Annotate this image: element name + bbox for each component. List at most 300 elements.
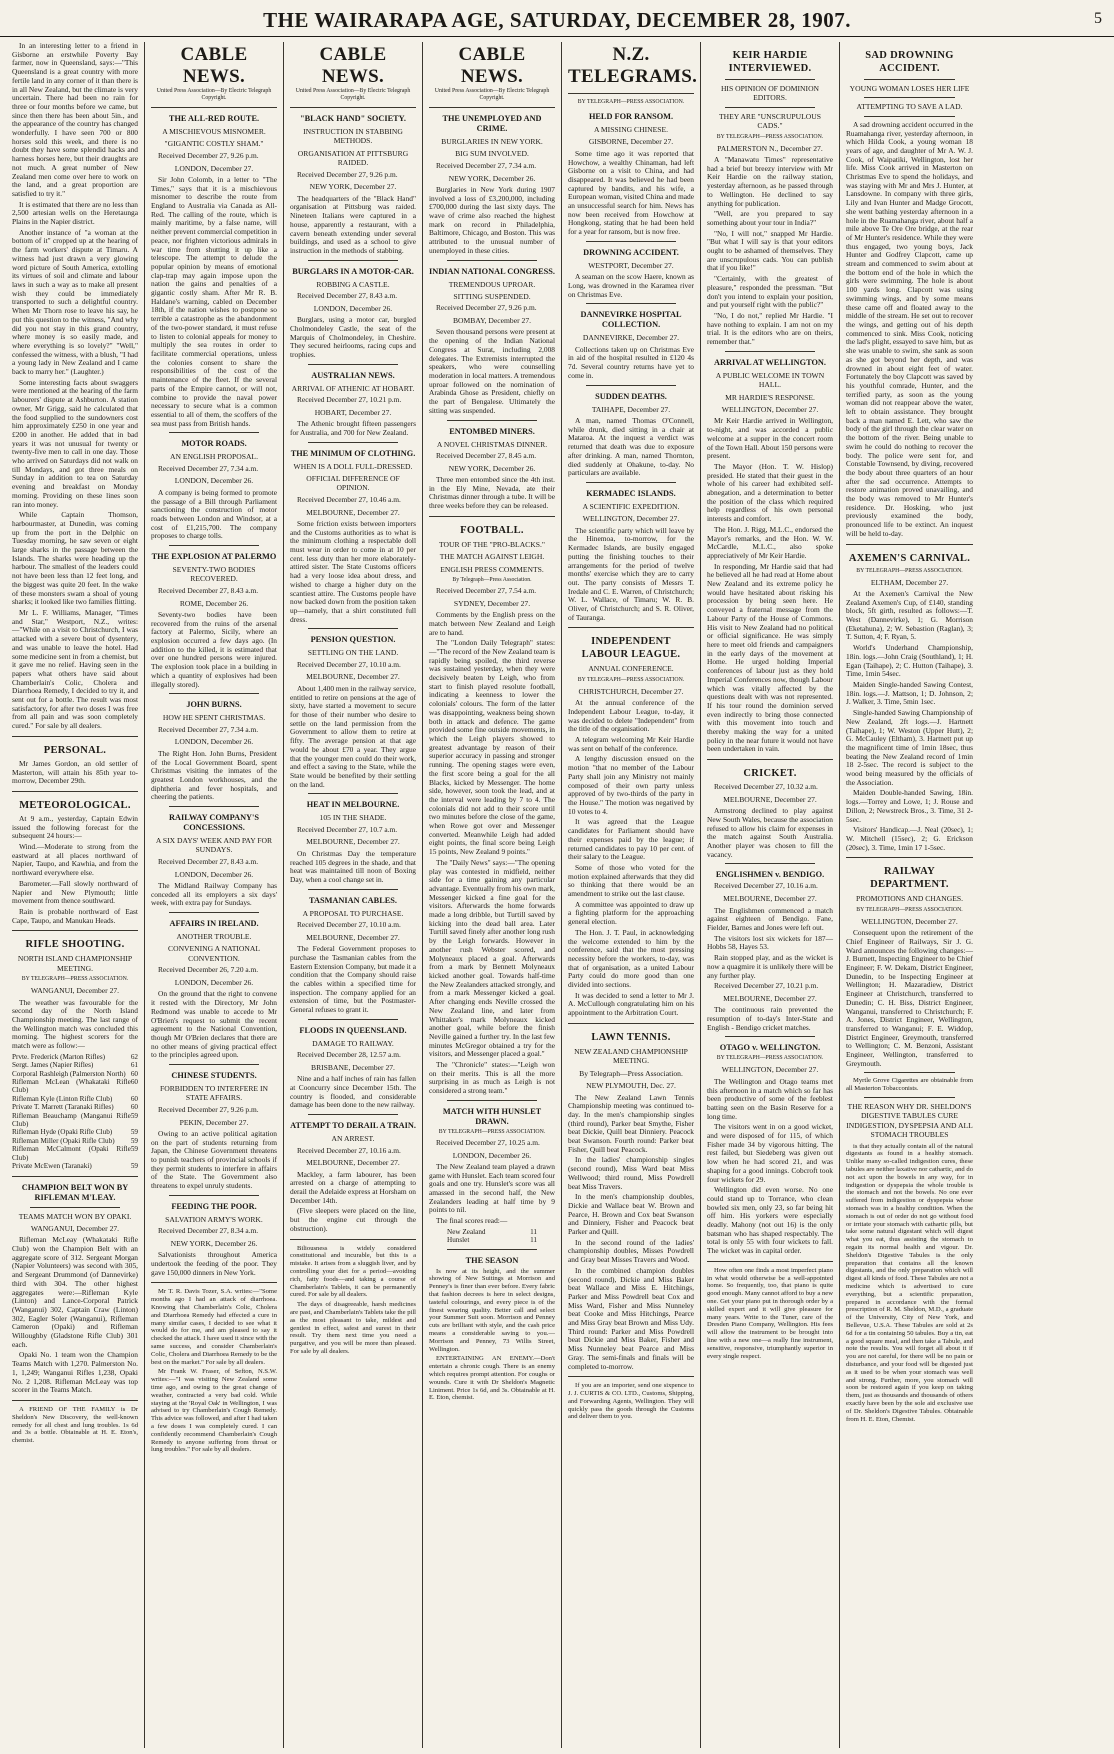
- section-heading: INDEPENDENT LABOUR LEAGUE.: [581, 636, 681, 661]
- article-heading: PENSION QUESTION.: [310, 635, 396, 645]
- subheading: AN ENGLISH PROPOSAL.: [170, 452, 258, 462]
- article-paragraph: The Hon. J. T. Paul, in acknowledging the welcome extended to him by the conference, said that the most pressing necessity before the workers, to-day, was that of organisation, as a united Labour Party could do more good than one divided into sections.: [568, 927, 694, 990]
- score-name: Rifleman Miller (Opaki Rifle Club): [12, 1136, 115, 1145]
- cable-news-banner: CABLE NEWS.: [458, 44, 526, 87]
- advertisement: Biliousness is widely considered constitutional and incurable, but this is a mistake. It arises from a sluggish liver, and by controlling your diet for a period—avoiding rich, fatty foods—and taking a course of Chamberlain's Tablets, it can be permanently cured. For sale by all dealers.: [290, 1244, 416, 1299]
- subheading: DAMAGE TO RAILWAY.: [312, 1038, 394, 1048]
- subheading: A SIX DAYS' WEEK AND PAY FOR SUNDAYS.: [155, 836, 273, 855]
- divider: [12, 1176, 138, 1177]
- section-heading: METEOROLOGICAL.: [19, 799, 131, 811]
- subheading: BURGLARIES IN NEW YORK.: [441, 137, 543, 146]
- article-paragraph: The Midland Railway Company has conceded all its employers a six days' week, with extra pay for Sundays.: [151, 880, 277, 908]
- article-paragraph: Mackley, a farm labourer, has been arrested on a charge of attempting to derail the Adelaide express at Horsham on December 14th.: [290, 1169, 416, 1205]
- article-paragraph: A telegram welcoming Mr Keir Hardie was sent on behalf of the conference.: [568, 735, 694, 753]
- article-heading: FEEDING THE POOR.: [171, 1201, 257, 1211]
- article-paragraph: Three men entombed since the 4th inst. in the Ely Mine, Nevada, ate their Christmas dinner through a tube. It will be three weeks before they can be released.: [429, 475, 555, 511]
- article-paragraph: Wind.—Moderate to strong from the eastward at all places northward of Napier, Taupo, and Kawhia, and from the northward everywhere else.: [12, 842, 138, 878]
- dateline: WELLINGTON, December 27.: [582, 514, 680, 524]
- article-paragraph: The "Daily News" says:—"The opening play was contested in midfield, neither side for a time gaining any particular advantage. Eventually from his own mark, Messenger kicked a fine goal for the visitors. Afterwards the home forwards made a long dribble, but Turtill saved by kicking into the dead ball area. Later Turtill saved finely after another long rush by the Leigh forwards. However in another rush Webster scored, and Molyneaux placed a goal. Afterwards from a mark by Bennett Molyneaux kicked another goal. Towards half-time the New Zealanders attacked strongly, and from a mark Messenger kicked a goal. After changing ends Neville crossed the New Zealand line, and later from Whittaker's mark Molyneaux kicked another goal, while before the finish Neville gained a further try. In the last few minutes McGregor obtained a try for the visitors, and Messenger placed a goal.": [429, 857, 555, 1059]
- advertisement: ENTERTAINING AN ENEMY.—Don't entertain a chronic cough. There is an enemy which requires prompt attention. For coughs or wounds. Cure it with Dr Sheldon's Magnetic Liniment. Price 1s 6d, and 3s. Obtainable at H. E. Eton, chemist.: [429, 1355, 555, 1402]
- received-line: Received December 27, 10.32 a.m.: [714, 782, 818, 792]
- article-heading: ENGLISHMEN v. BENDIGO.: [715, 870, 825, 880]
- divider: [586, 482, 676, 483]
- score-row: [12, 1061, 138, 1069]
- received-line: Received December 27, 10.21 p.m.: [297, 395, 402, 405]
- article-heading: FLOODS IN QUEENSLAND.: [299, 1025, 407, 1035]
- dateline: LONDON, December 26.: [174, 737, 254, 747]
- score-value: 59: [130, 1145, 138, 1154]
- article-heading: HEAT IN MELBOURNE.: [306, 800, 400, 810]
- received-line: Received December 27, 9.26 p.m.: [436, 303, 537, 313]
- article-paragraph: Rifleman McLeay (Whakataki Rifle Club) won the Champion Belt with an aggregate score of 312. Sergeant Morgan (Napier Volunteers) was second with 305, and Sergeant Drummond (of Dannevirke) third with 304. The other highest aggregates were:—Rifleman Kyle (Linton) and Lance-Corporal Patrick (Wanganui) 302, Captain Craw (Linton) 302, Eagler Soler (Wanganui), Rifleman Cameron (Opaki) and Rifleman Willoughby (Gladstone Rifle Club) 301 each.: [12, 1235, 138, 1349]
- column-5: [562, 42, 701, 1748]
- advertisement: If you are an importer, send one sixpence to J. J. CURTIS & CO. LTD., Customs, Shipping, and Forwarding Agents, Wellington. They will quickly pass the goods through the Customs and deliver them to you.: [568, 1382, 694, 1421]
- score-name: Rifleman Hyde (Opaki Rifle Club): [12, 1128, 113, 1137]
- divider: [707, 759, 833, 760]
- press-credit: BY TELEGRAPH—PRESS ASSOCIATION.: [21, 976, 129, 983]
- dateline: PEKIN, December 27.: [179, 1117, 249, 1127]
- received-line: Received December 27, 7.54 a.m.: [436, 586, 537, 596]
- press-credit: BY TELEGRAPH—PRESS ASSOCIATION.: [716, 1055, 824, 1062]
- dateline: MELBOURNE, December 27.: [306, 837, 400, 847]
- subheading: FORBIDDEN TO INTERFERE IN STATE AFFAIRS.: [160, 1084, 268, 1103]
- section-heading: FOOTBALL.: [460, 524, 524, 536]
- article-paragraph: A man, named Thomas O'Connell, while drunk, died sitting in a chair at Mataroa. At the inquest a verdict was returned that death was due to exposure after drinking. A man, named Thornton, died suddenly at Ohakune, to-day. No particulars are available.: [568, 415, 694, 478]
- received-line: Received December 27, 9.26 p.m.: [297, 169, 398, 179]
- score-row: [447, 1236, 537, 1244]
- article-paragraph: In responding, Mr Hardie said that had he believed all he had read at Home about New Zealand and its extreme policy he would have hesitated about risking his procession by being seen here. He conveyed a fraternal message from the Labour Party of the House of Commons. His visit to New Zealand had no political or official significance. He was simply here to meet old friends and campaigners in the early days of the movement at Home. He urged holding Imperial conferences of labour just as they hold Imperial Conferences now, though Labour which was vitally affected by the questions dealt with was not represented. If his tour round the dominion served even indirectly to bring those connected with this movement into touch and thereby making the way for a united policy in the near future it would not have been undertaken in vain.: [707, 561, 833, 754]
- score-row: [12, 1095, 138, 1103]
- divider: [12, 1400, 138, 1401]
- divider: [308, 889, 398, 890]
- received-line: Received December 27, 7.34 a.m.: [436, 160, 537, 170]
- article-paragraph: In the men's championship doubles, Dickie and Wallace beat W. Brown and Pearce, H. Brown and Cox beat Swanson and Dinniery, Fisher and Peacock beat Parker and Quill.: [568, 1192, 694, 1237]
- dateline: WANGANUI, December 27.: [30, 1223, 120, 1233]
- section-heading: CRICKET.: [743, 768, 797, 780]
- section-heading: KEIR HARDIE INTERVIEWED.: [728, 50, 812, 74]
- article-paragraph: Comments by the English press on the match between New Zealand and Leigh are to hand.: [429, 610, 555, 637]
- article-heading: MOTOR ROADS.: [181, 439, 247, 449]
- advertisement-heading: THE REASON WHY DR. SHELDON'S DIGESTIVE TABULES CURE INDIGESTION, DYSPEPSIA AND ALL STOMACH TROUBLES: [846, 1102, 973, 1140]
- article-paragraph: The visitors went in on a good wicket, and were disposed of for 115, of which Fisher made 34 by vigorous hitting. The rest failed, but Siedeberg was given out low when he had scored 21, and was shaping for a good innings. Cobcroft took four wickets for 29.: [707, 1122, 833, 1184]
- press-credit: United Press Association—By Electric Telegraph Copyright.: [434, 88, 550, 101]
- divider: [12, 930, 138, 931]
- subheading: INSTRUCTION IN STABBING METHODS.: [303, 127, 403, 146]
- article-paragraph: About 1,400 men in the railway service, entitled to retire on pensions at the age of sixty, have started a movement to secure for those of their number who desire to settle on the land permission from the Government to allow them to retire at fifty. The average pension at that age would be about £70 a year. They argue that the younger men could do their work, and effect a saving to the State, while the State would be benefited by their settling on the land.: [290, 683, 416, 789]
- article-heading: KERMADEC ISLANDS.: [586, 488, 676, 498]
- article-paragraph: At the annual conference of the Independent Labour League, to-day, it was decided to delete "Independent" from the title of the organisation.: [568, 698, 694, 734]
- received-line: Received December 27, 8.43 a.m.: [158, 856, 259, 866]
- article-paragraph: Some interesting facts about swaggers were mentioned at the hearing of the farm labourers' dispute at Ashburton. A station owner, Mr Grigg, said he calculated that the food supplied to the sundowners cost him approximately £250 in one year and £200 in another. He added that in bad years it was not unusual for twenty or twenty-five men to call in one day. Those who arrived on Saturdays did not walk on till Mondays, and got three meals on Sunday in addition to tea on Saturday evening and breakfast on Monday morning. Providing on these lines soon ran into money.: [12, 377, 138, 509]
- divider: [151, 1282, 277, 1283]
- article-paragraph: Maiden Single-handed Sawing Contest, 18in. logs.—J. Mattson, 1; D. Johnson, 2; J. Walker, 3. Time, 5min 1sec.: [846, 680, 973, 707]
- article-heading: JOHN BURNS.: [186, 700, 242, 710]
- article-heading: TASMANIAN CABLES.: [309, 895, 397, 905]
- dateline: CHRISTCHURCH, December 27.: [578, 686, 684, 696]
- article-heading: DROWNING ACCIDENT.: [583, 247, 679, 257]
- subheading: WHEN IS A DOLL FULL-DRESSED.: [293, 461, 413, 471]
- score-row: [12, 1078, 138, 1095]
- score-value: 59: [130, 1128, 138, 1137]
- article-paragraph: The final scores read:—: [436, 1216, 508, 1226]
- score-value: 60: [130, 1094, 138, 1103]
- subheading: A PROPOSAL TO PURCHASE.: [302, 908, 404, 918]
- received-line: Received December 27, 9.26 p.m.: [158, 1104, 259, 1114]
- subheading: MR HARDIE'S RESPONSE.: [725, 392, 815, 402]
- divider: [290, 1239, 416, 1240]
- score-row: [12, 1162, 138, 1170]
- article-paragraph: Some time ago it was reported that Howchow, a wealthy Chinaman, had left Gisborne on a visit to China, and had disappeared. It was believed he had been captured by bandits, and his wife, a European woman, visited China and made an unsuccessful search for him. News has now been received from Howchow at Hongkong, stating that he had been held for a year for ransom, but is now free.: [568, 148, 694, 237]
- article-heading: DANNEVIRKE HOSPITAL COLLECTION.: [580, 310, 682, 330]
- divider: [429, 107, 555, 108]
- score-name: Prvte. Frederick (Marton Rifles): [12, 1052, 106, 1061]
- dateline: LONDON, December 26.: [174, 977, 254, 987]
- received-line: Received December 27, 7.34 a.m.: [158, 463, 259, 473]
- divider: [568, 627, 694, 628]
- article-paragraph: The headquarters of the "Black Hand" organisation at Pittsburg was raided. Nineteen Italians were captured in a house, apparently a restaurant, with a cavern beneath extending under several buildings, and used as a school to give instruction in the methods of stabbing.: [290, 193, 416, 255]
- article-heading: CHINESE STUDENTS.: [171, 1071, 257, 1081]
- article-paragraph: "Well, are you prepared to say something about your tour in India?": [707, 209, 833, 227]
- press-credit: BY TELEGRAPH—PRESS ASSOCIATION.: [856, 906, 963, 913]
- subheading: CONVENING A NATIONAL CONVENTION.: [168, 944, 260, 963]
- dateline: GISBORNE, December 27.: [588, 137, 674, 147]
- article-paragraph: The Athenic brought fifteen passengers for Australia, and 700 for New Zealand.: [290, 419, 416, 437]
- column-4: [423, 42, 562, 1748]
- score-row: [12, 1112, 138, 1129]
- dateline: BOMBAY, December 27.: [452, 316, 532, 326]
- score-name: New Zealand: [447, 1227, 486, 1236]
- dateline: LONDON, December 26.: [174, 869, 254, 879]
- article-paragraph: Barometer.—Fall slowly northward of Napier and New Plymouth; little movement from thence southward.: [12, 878, 138, 906]
- article-paragraph: The Hon. J. Rigg, M.L.C., endorsed the Mayor's remarks, and the Hon. W. W. McCardle, M.L.C., also spoke appreciatively of Mr Keir Hardie.: [707, 524, 833, 560]
- divider: [308, 793, 398, 794]
- article-paragraph: The New Zealand Lawn Tennis Championship meeting was continued to-day. In the men's championship singles (third round), Parker beat Smythe, Fisher beat Dickie, Quill beat Dinniery. Peacock beat Swanson. Fourth round: Parker beat Fisher, Quill beat Peacock.: [568, 1092, 694, 1154]
- subheading: YOUNG WOMAN LOSES HER LIFE: [849, 84, 970, 93]
- divider: [447, 1249, 537, 1250]
- article-paragraph: Some friction exists between importers and the Customs authorities as to what is the minimum clothing a respectable doll must wear in order to come in at 10 per cent. less duty than her more elaborately-attired sister. The State Customs officers had a very loose idea about dress, and wished to charge a higher duty on the scantiest attire. The Customs people have now backed down from the position taken up—namely, that a shirt constituted full dress.: [290, 518, 416, 624]
- subheading: THE MATCH AGAINST LEIGH.: [439, 552, 545, 562]
- divider: [169, 693, 259, 694]
- advertisement: Mr T. R. Davis Tozer, S.A. writes:—"Some months ago I had an attack of diarrhoea. Knowing that Chamberlain's Colic, Cholera and Diarrhoea Remedy had effected a cure in many similar cases, I decided to see what it would do for me, and am pleased to say it checked the attack. I have used it since with the same success, and consider Chamberlain's Colic, Cholera and Diarrhoea Remedy to be the best on the market." For sale by all dealers.: [151, 1288, 277, 1366]
- subheading: SALVATION ARMY'S WORK.: [165, 1214, 263, 1224]
- advertisement: How often one finds a most imperfect piano in what would otherwise be a well-appointed home. So frequently, too, that piano is quite good enough. Many cannot afford to buy a new one. Get your piano put in thorough order by a skilled expert and it will give pleasure for many years. Write to the Tuner, care of the Dresden Piano Company, Wellington. His fees will allow the instrument to be brought into line with a new one—a really fine instrument, sensitive, responsive, triumphantly superior in every single respect.: [707, 1266, 833, 1360]
- received-line: Received December 26, 7.20 a.m.: [158, 965, 259, 975]
- article-paragraph: World's Underhand Championship, 18in. logs.—John Craig (Southland), 1; H. Egan (Taihape), 2; C. Hutton (Taihape), 3. Time, 1min 54sec.: [846, 643, 973, 679]
- subheading: "GIGANTIC COSTLY SHAM.": [164, 139, 264, 149]
- received-line: Received December 27, 10.16 a.m.: [714, 881, 818, 891]
- subheading: ORGANISATION AT PITTSBURG RAIDED.: [297, 148, 409, 168]
- article-paragraph: The visitors lost six wickets for 187—Hobbs 58, Hayes 53.: [707, 933, 833, 952]
- masthead-title: THE WAIRARAPA AGE, SATURDAY, DECEMBER 28, 1907.: [263, 8, 851, 32]
- press-credit: BY TELEGRAPH—PRESS ASSOCIATION.: [856, 567, 963, 574]
- received-line: Received December 27, 8.43 a.m.: [158, 585, 259, 595]
- dateline: NEW PLYMOUTH, Dec. 27.: [586, 1081, 676, 1091]
- article-heading: THE MINIMUM OF CLOTHING.: [290, 448, 416, 458]
- cable-news-banner: CABLE NEWS.: [319, 44, 387, 87]
- article-paragraph: Mr Keir Hardie arrived in Wellington, to-night, and was accorded a public welcome at a supper in the concert room of the Town Hall. About 150 persons were present.: [707, 416, 833, 461]
- dateline: MELBOURNE, December 27.: [306, 932, 400, 942]
- score-value: 60: [130, 1078, 138, 1087]
- divider: [725, 863, 815, 864]
- score-name: Private T. Marrett (Taranaki Rifles): [12, 1103, 114, 1112]
- article-paragraph: On Christmas Day the temperature reached 105 degrees in the shade, and that heat was maintained till noon of Boxing Day, when a cool change set in.: [290, 848, 416, 884]
- divider: [308, 628, 398, 629]
- divider: [846, 857, 973, 858]
- article-heading: MATCH WITH HUNSLET DRAWN.: [442, 1106, 542, 1126]
- divider: [308, 1114, 398, 1115]
- page-number: 5: [1094, 10, 1102, 27]
- dateline: MELBOURNE, December 27.: [306, 1158, 400, 1168]
- article-paragraph: Opaki No. 1 team won the Champion Teams Match with 1,270. Palmerston No. 1, 1,249; Wanganui Rifles 1,238, Opaki No. 2 1,208. Rifleman McLeay was top scorer in the Teams Match.: [12, 1350, 138, 1395]
- article-paragraph: It was decided to send a letter to Mr J. A. McCullough congratulating him on his appointment to the Arbitration Court.: [568, 990, 694, 1018]
- article-paragraph: Burglaries in New York during 1907 involved a loss of £3,200,000, including £700,000 during the last sixty days. The wave of crime also reached the highest mark on record in Philadelphia, Baltimore, Chicago, and Boston. This was attributed to the unusual number of unemployed in these cities.: [429, 184, 555, 255]
- article-paragraph: Maiden Double-handed Sawing, 18in. logs.—Torrey and Lowe, 1; J. Rouse and Dillon, 2; Newstreck Bros., 3. Time, 31 2-5sec.: [846, 788, 973, 824]
- divider: [447, 1100, 537, 1101]
- divider: [429, 516, 555, 517]
- advertisement: is that they actually contain all of the natural digestants as found in a healthy stomach. Unlike many so-called indigestion cures, these tabules are neither laxative nor cathartic, and do not act upon the bowels in any way, for in indigestion or dyspepsia the whole trouble is the stomach and not the bowels. No one ever suffered from indigestion or dyspepsia whose stomach was in a healthy condition. When the stomach is out of order do not go without food or irritate your stomach with cathartic pills, but take some natural digestant which will digest what you eat, thus assisting the stomach to regain its normal health and vigour. Dr. Sheldon's Digestive Tabules is the only preparation that contains all the known digestants, and the only preparation which will digest all kinds of food. These Tabules are not a medicine which is advertised to cure everything, but a scientific preparation, prepared in accordance with the formal prescription of R. M. Sheldon, M.D., a graduate of the University, City of New York, and Bellevue, U.S.A. These Tabules are sold at 2s 6d for a tin containing 50 tabules. Buy a tin, eat a good square meal, and then take a Tabule, and note the results. You will forget all about it if you are not careful, for there will be no pain or disturbance, and your food will be digested just as it used to be when your stomach was well and strong. Further, more, you stomach will soon be restored again if you keep on taking them, just as thousands and thousands of others exactly have been by the sole aid exclusive use of Dr. Sheldon's Digestive Tabules. Obtainable from H. E. Eton, Chemist.: [846, 1142, 973, 1423]
- article-paragraph: A seaman on the scow Haere, known as Long, was drowned in the Karamea river on Christmas Eve.: [568, 272, 694, 299]
- divider: [169, 912, 259, 913]
- divider: [308, 442, 398, 443]
- subheading: HIS OPINION OF DOMINION EDITORS.: [720, 84, 820, 103]
- advertisement: Mr Frank W. Fraser, of Sefton, N.S.W. writes:—"I was visiting New Zealand some time ago, and owing to the great change of weather, contracted a very bad cold. While staying at the 'Royal Oak' in Wellington, I was advised to try Chamberlain's Cough Remedy. This advice was followed, and after I had taken a few doses I was completely cured. I can confidently recommend Chamberlain's Cough Remedy to anyone suffering from throat or lung troubles." For sale by all dealers.: [151, 1368, 277, 1454]
- dateline: NEW YORK, December 26.: [448, 173, 536, 183]
- column-3: [284, 42, 423, 1748]
- score-value: 62: [130, 1052, 138, 1061]
- subheading: ROBBING A CASTLE.: [316, 279, 390, 289]
- divider: [169, 432, 259, 433]
- score-row: [12, 1137, 138, 1145]
- subheading: TOUR OF THE "PRO-BLACKS.": [439, 539, 545, 549]
- subheading: NEW ZEALAND CHAMPIONSHIP MEETING.: [574, 1046, 688, 1066]
- score-name: Corporal Rashleigh (Palmerston North): [12, 1069, 126, 1078]
- press-credit: BY TELEGRAPH—PRESS ASSOCIATION.: [438, 1128, 546, 1135]
- article-paragraph: Rain is probable northward of East Cape, Taupo, and Manukau Heads.: [12, 906, 138, 925]
- score-row: [12, 1128, 138, 1136]
- article-paragraph: Some of those who voted for the motion explained afterwards that they did so thinking that there would be an amendment to strike out the last clause.: [568, 862, 694, 899]
- dateline: WESTPORT, December 27.: [588, 260, 674, 270]
- divider: [169, 1064, 259, 1065]
- divider: [725, 1036, 815, 1037]
- article-paragraph: Armstrong declined to play against New South Wales, because the association refused to allow his claim for expenses in the match against South Australia. Another player was chosen to fill the vacancy.: [707, 806, 833, 859]
- score-value: 59: [130, 1162, 138, 1171]
- received-line: Received December 27, 10.10 a.m.: [297, 920, 401, 930]
- article-paragraph: Seventy-two bodies have been recovered from the ruins of the arsenal factory at Palermo, Sicily, where an explosion occurred a few days ago. (In addition to the killed, it is estimated that over one hundred persons were injured. The explosion took place in a building in which a quantity of explosives had been illegally stored).: [151, 609, 277, 689]
- divider: [864, 116, 955, 117]
- subheading: AN ARREST.: [331, 1134, 375, 1144]
- subheading: TREMENDOUS UPROAR.: [448, 279, 536, 289]
- press-credit: By Telegraph—Press Association.: [452, 577, 532, 584]
- article-heading: "BLACK HAND" SOCIETY.: [300, 114, 406, 123]
- section-heading: SAD DROWNING ACCIDENT.: [865, 50, 954, 74]
- received-line: Received December 27, 8.43 a.m.: [297, 291, 398, 301]
- article-paragraph: In the second round of the ladies' championship doubles, Misses Powdrell and Gray beat Misses Travers and Wood.: [568, 1237, 694, 1265]
- divider: [725, 351, 815, 352]
- press-credit: BY TELEGRAPH—PRESS ASSOCIATION.: [577, 676, 685, 683]
- subheading: PROMOTIONS AND CHANGES.: [856, 894, 963, 904]
- article-paragraph: A committee was appointed to draw up a fighting platform for the approaching general election.: [568, 899, 694, 927]
- score-name: Private McEwen (Taranaki): [12, 1162, 92, 1171]
- dateline: MELBOURNE, December 27.: [723, 894, 817, 904]
- article-paragraph: Burglars, using a motor car, burgled Cholmondeley Castle, the seat of the Marquis of Cholmondeley, in Cheshire. They secured heirlooms, racing cups and trophies.: [290, 315, 416, 359]
- subheading: ANNUAL CONFERENCE.: [588, 664, 674, 674]
- article-heading: HELD FOR RANSOM.: [588, 112, 674, 121]
- dateline: LONDON, December 26.: [452, 1150, 532, 1160]
- score-name: Rifleman Kyle (Linton Rifle Club): [12, 1094, 113, 1103]
- article-paragraph: Visitors' Handicap.—J. Neal (20sec), 1; W. Mitchell (15sec), 2; G. Erickson (20sec), 3. Time, 1min 17 1-5sec.: [846, 825, 973, 852]
- article-paragraph: A sad drowning accident occurred in the Ruamahanga river, yesterday afternoon, in which Hilda Cook, a young woman 18 years of age, and daughter of Mr A. W. J. Cook, of Waipatiki, Wellington, lost her life. Miss Cook arrived in Masterton on Christmas Eve to spend the holidays, and was staying with Mr and Mrs J. Hunter, at Lansdowne. In company with three girls, Lily and Ivan Hunter and Madge Grocott, she went bathing yesterday afternoon in a hole in the Ruamahanga river, about half a mile above Te Ore Ore bridge, at the rear of Mr Hunter's residence. While they were thus engaged, two young boys, Jack Hunter and Godfrey Clapcott, came up stream and commenced to swim about at the bottom end of the hole in which the girls were swimming. The hole is about 100 yards long. Clapcott was using swimming wings, and by some means these came off and floated away to the middle of the stream. He set out to recover the wings, and getting out of his depth commenced to sink. Miss Cook, noticing the lad's plight, essayed to save him, but as she was unable to swim, she sank as soon as she got beyond her depth, and was drowned in about eight feet of water. Fortunately the boy Clapcott was saved by his youthful comrade, Hunter, and the terrified party, as soon as the young woman did not reappear above the water, left to obtain assistance. They brought back a man named E. Lett, who saw the body of the girl through the clear water on the bottom of the river. Being unable to swim he could do nothing to recover the body. The police were sent for, and Constable Townsend, by diving, recovered the body about three quarters of an hour after the sad occurrence. Attempts to restore animation proved unavailing, and the body was removed to Mr Hunter's residence. Dr. Hosking, who just previously examined the body, pronounced life to be extinct. An inquest will be held to-day.: [846, 119, 973, 538]
- press-credit: United Press Association—By Electric Telegraph Copyright.: [156, 88, 272, 101]
- dateline: MELBOURNE, December 27.: [306, 672, 400, 682]
- divider: [586, 241, 676, 242]
- score-value: 11: [530, 1227, 537, 1236]
- article-heading: AFFAIRS IN IRELAND.: [169, 919, 259, 929]
- article-paragraph: The scientific party which will leave by the Hinemoa, to-morrow, for the Kermadec Islands, are busily engaged putting the finishing touches to their arrangements for the period of twelve months' exercise which they are to carry out. The party consists of Messrs T. Iredale and C. E. Warren, of Christchurch; W. L. Wallace, of Timaru; W. R. B. Oliver, of Christchurch; and S. R. Oliver, of Tauranga.: [568, 525, 694, 622]
- article-paragraph: At the Axemen's Carnival the New Zealand Axemen's Cup, of £140, standing block, 5ft girth, resulted as follows:—T. West (Dannevirke), 1; G. Morrison (Eketahuna), 2; W. Sebastion (Raglan), 3; T. Sutton, 4; F. Ryan, 5.: [846, 588, 973, 642]
- article-heading: ARRIVAL AT WELLINGTON.: [714, 357, 826, 367]
- section-heading: RIFLE SHOOTING.: [25, 939, 125, 951]
- received-line: Received December 28, 12.57 a.m.: [297, 1050, 401, 1060]
- article-paragraph: The weather was favourable for the second day of the North Island Championship meeting. The last range of the Wellington match was concluded this morning. The highest scorers for the match were as follow:—: [12, 997, 138, 1051]
- score-value: 60: [130, 1103, 138, 1112]
- article-heading: THE EXPLOSION AT PALERMO: [151, 552, 277, 562]
- subheading: A PUBLIC WELCOME IN TOWN HALL.: [715, 370, 825, 390]
- subheading: HOW HE SPENT CHRISTMAS.: [162, 713, 266, 723]
- received-line: Received December 27, 7.34 a.m.: [158, 724, 259, 734]
- score-name: Hunslet: [447, 1236, 470, 1245]
- subheading: SETTLING ON THE LAND.: [307, 648, 399, 658]
- article-paragraph: The New Zealand team played a drawn game with Hunslet. Each team scored four goals and one try. Hunslet's score was all amassed in the second half, the New Zealanders leading at half time by 9 points to nil.: [429, 1161, 555, 1215]
- article-paragraph: Owing to an active political agitation on the part of students returning from Japan, the Chinese Government threatens to punish teachers of provincial schools if they permit students to interfere in affairs of the State. The Government also threatens to expel unruly students.: [151, 1128, 277, 1191]
- article-paragraph: A lengthy discussion ensued on the motion "that no member of the Labour Party shall join any Ministry not mainly composed of their own party unless approved of by two-thirds of the party in the House." The motion was negatived by 10 votes to 4.: [568, 754, 694, 816]
- divider: [30, 1207, 120, 1208]
- article-paragraph: On the ground that the right to convene it rested with the Directory, Mr John Redmond was unable to accede to Mr O'Brien's request to submit the recent agreement to the National Convention, though Mr O'Brien declares that there are no other means of giving practical effect to the principles agreed upon.: [151, 989, 277, 1060]
- article-paragraph: While Captain Thomson, harbourmaster, at Dunedin, was coming up from the port in the Delphic on Tuesday morning, he saw seven or eight large sharks in the passage between the Islands. The sharks were heading up the harbour. The smallest of the leaders could not have been less than 12 feet long, and the biggest was quite 20 feet. In the wake of these monsters swam a shoal of young sharks; it looked like two families flitting.: [12, 510, 138, 607]
- article-paragraph: Consequent upon the retirement of the Chief Engineer of Railways, Sir J. G. Ward announces the following changes:—J. Burnett, Inspecting Engineer to be Chief Engineer; F. W. Dekam, District Engineer, Dunedin, to be Inspecting Engineer at Wellington; H. Mazaradiew, District Engineer at Christchurch, transferred to Dunedin; C. H. Biss, District Engineer, Wanganui, transferred to Christchurch; F. A. Jones, District Engineer, Wellington, transferred to Wanganui; F. E. Widdop, District Engineer, Greymouth, transferred to Wellington; C. M. Benzoni, Assistant Engineer, Wellington, transferred to Greymouth.: [846, 928, 973, 1068]
- article-paragraph: It is estimated that there are no less than 2,500 artesian wells on the Heretaunga Plains in the Napier district.: [12, 199, 138, 227]
- dateline: ELTHAM, December 27.: [870, 577, 949, 587]
- dateline: DANNEVIRKE, December 27.: [582, 333, 680, 343]
- dateline: MELBOURNE, December 27.: [306, 507, 400, 517]
- article-heading: THE UNEMPLOYED AND CRIME.: [442, 114, 542, 133]
- received-line: Received December 27, 10.16 a.m.: [297, 1145, 401, 1155]
- advertisement: Myrtle Grove Cigarettes are obtainable from all Masterton Tobacconists.: [846, 1077, 973, 1093]
- section-heading: CHAMPION BELT WON BY RIFLEMAN M'LEAY.: [21, 1182, 129, 1202]
- press-credit: By Telegraph—Press Association.: [579, 1068, 683, 1078]
- subheading: ARRIVAL OF ATHENIC AT HOBART.: [291, 383, 415, 393]
- divider: [864, 1072, 955, 1073]
- press-credit: BY TELEGRAPH—PRESS ASSOCIATION.: [716, 133, 824, 140]
- subheading: ANOTHER TROUBLE.: [176, 932, 252, 942]
- subheading: OFFICIAL DIFFERENCE OF OPINION.: [306, 474, 400, 493]
- article-paragraph: Nine and a half inches of rain has fallen at Cooncurry since December 15th. The country is flooded, and considerable damage has been done to the new railway.: [290, 1074, 416, 1110]
- divider: [169, 806, 259, 807]
- divider: [846, 544, 973, 545]
- score-row: [12, 1145, 138, 1162]
- divider: [151, 107, 277, 108]
- subheading: A MISCHIEVOUS MISNOMER.: [162, 127, 266, 136]
- divider: [308, 364, 398, 365]
- advertisement: Mr L. F. Williams, Manager, "Times and Star," Westport, N.Z., writes:—"While on a visit to Christchurch, I was attacked with a severe bout of dysentery, and was unable to leave the hotel. Had some medicine sent in from a chemist, but it gave me no relief. Having seen in the papers what others have said about Chamberlain's Colic, Cholera and Diarrhoea Remedy, I decided to try it, and sent out for a bottle. The result was most satisfactory, for after two doses I was free from all pain and was soon completely cured." For sale by all dealers.: [12, 608, 138, 731]
- article-heading: INDIAN NATIONAL CONGRESS.: [429, 266, 555, 276]
- article-heading: THE SEASON: [465, 1255, 519, 1265]
- dateline: NEW YORK, December 26.: [170, 1238, 258, 1248]
- score-row: [12, 1070, 138, 1078]
- score-value: 61: [130, 1061, 138, 1070]
- press-credit: BY TELEGRAPH—PRESS ASSOCIATION.: [577, 99, 685, 105]
- divider: [568, 93, 694, 94]
- divider: [586, 385, 676, 386]
- dateline: NEW YORK, December 27.: [309, 182, 397, 192]
- received-line: Received December 27, 8.45 a.m.: [436, 450, 537, 460]
- article-paragraph: Salvationists throughout America undertook the feeding of the poor. They gave 150,000 dinners in New York.: [151, 1250, 277, 1277]
- section-heading: AXEMEN'S CARNIVAL.: [848, 552, 971, 564]
- divider: [169, 545, 259, 546]
- article-heading: BURGLARS IN A MOTOR-CAR.: [292, 266, 414, 276]
- dateline: ROME, December 26.: [179, 598, 249, 608]
- dateline: PALMERSTON N., December 27.: [717, 143, 823, 153]
- dateline: BRISBANE, December 27.: [311, 1062, 395, 1072]
- divider: [707, 1261, 833, 1262]
- article-paragraph: Sir John Colomb, in a letter to "The Times," says that it is a mischievous misnomer to describe the route from England to Australia via Canada as All-Red. The calling of the route, which is mainly maritime, by a false name, will neither prevent commercial competition in peace, nor frighten victorious admirals in war time from shutting it up like a telescope. The attempt to delude the popular opinion by means of emotional clap-trap may again impose upon the nation the gains and penalties of a gigantic costly sham. After Mr R. B. Haldane's warning, cabled on December 18th, if the nation wishes to postpone so terrible a catastrophe as the abandonment of the two-power standard, it must refuse to listen to colonial appeals for money to multiply the sea routes in order to facilitate commercial operations, unless the colonies consent to share the responsibilities of the cost of the maintenance of the fleet. If the several parts of the Empire cannot, or will not, combine to provide the naval power necessary to secure what is a common essential to all of them, the scoffers of the sea must pass from British hands.: [151, 174, 278, 428]
- article-paragraph: In the combined champion doubles (second round), Dickie and Miss Baker beat Wallace and Miss E. Hitchings, Parker and Miss Powdrell beat Cox and Miss Ward, Fisher and Miss Nunneley beat Cooke and Miss Hitchings, Pearce and Miss Gray beat Brown and Miss Udy. Third round: Parker and Miss Powdrell beat Dickie and Miss Baker, Fisher and Miss Nunneley beat Pearce and Miss Gray. The semi-finals and finals will be completed to-morrow.: [568, 1265, 694, 1371]
- dateline: TAIHAPE, December 27.: [591, 404, 671, 414]
- dateline: LONDON, December 26.: [313, 303, 393, 313]
- columns: [6, 42, 1108, 1748]
- nz-telegrams-banner: N.Z. TELEGRAMS.: [568, 44, 698, 87]
- divider: [864, 97, 955, 98]
- article-paragraph: The continuous rain prevented the resumption of to-day's Inter-State and English - Bendigo cricket matches.: [707, 1005, 833, 1032]
- column-2: [145, 42, 284, 1748]
- divider: [308, 1019, 398, 1020]
- dateline: SYDNEY, December 27.: [453, 598, 531, 608]
- article-paragraph: A "Manawatu Times" representative had a brief but breezy interview with Mr Keir Hardie on the railway station, yesterday afternoon, as he passed through to Wellington. He declined to say anything for publication.: [707, 155, 833, 208]
- divider: [12, 791, 138, 792]
- subheading: ATTEMPTING TO SAVE A LAD.: [856, 102, 963, 112]
- article-paragraph: In the ladies' championship singles (second round), Miss Ward beat Miss Wellwood; third round, Miss Powdrell beat Miss Travers.: [568, 1155, 694, 1191]
- dateline: HOBART, December 27.: [314, 407, 392, 417]
- divider: [290, 107, 416, 108]
- article-paragraph: It was agreed that the League candidates for Parliament should have their expenses paid by the league; if returned candidates to pay 10 per cent. of their salary to the League.: [568, 817, 694, 862]
- score-list: [429, 1228, 555, 1245]
- article-paragraph: The Right Hon. John Burns, President of the Local Government Board, spent Christmas visiting the inmates of the greatest London workhouses, and the diphtheria and fever hospitals, and cheering the patients.: [151, 748, 277, 802]
- article-heading: OTAGO v. WELLINGTON.: [719, 1043, 821, 1053]
- score-name: Rifleman Beauchamp (Manganui Rifle Club): [12, 1111, 131, 1129]
- advertisement: A FRIEND OF THE FAMILY is Dr Sheldon's New Discovery, the well-known remedy for all chest and lung troubles. 1s 6d and 3s a bottle. Obtainable at H. E. Eton's, chemist.: [12, 1405, 138, 1445]
- article-heading: AUSTRALIAN NEWS.: [311, 370, 395, 380]
- article-paragraph: In an interesting letter to a friend in Gisborne an erstwhile Poverty Bay farmer, now in Queensland, says:—"This Queensland is a great country with more fertile land in any corner of it than there is in all New Zealand, but the climate is very uncertain. There had been no rain for three or four months before we came, but since then there has been about 5in., and the appearance of the country has changed wonderfully. I have seen 700 or 800 horses sold this week, and there is no doubt they have some splendid hacks and harness horses here, but their draughts are not much. A great number of New Zealand men come over here to work on the land, and a great proportion are satisfied to try it.": [12, 42, 138, 198]
- received-line: Received December 27, 10.10 a.m.: [297, 659, 401, 669]
- divider: [447, 260, 537, 261]
- divider: [586, 303, 676, 304]
- article-paragraph: Seven thousand persons were present at the opening of the Indian National Congress at Surat, including 2,008 delegates. The Extremists interrupted the speakers, who were counselling moderation in local matters. A tremendous uproar followed on the nomination of Arabinda Ghose as President, chiefly on the part of Bengalese. Ultimately the sitting was suspended.: [429, 327, 555, 415]
- score-name: Rifleman McCalmont (Opaki Rifle Club): [12, 1145, 131, 1162]
- article-paragraph: At 9 a.m., yesterday, Captain Edwin issued the following forecast for the subsequent 24 hours:—: [12, 813, 138, 841]
- article-heading: SUDDEN DEATHS.: [595, 391, 667, 401]
- subheading: SEVENTY-TWO BODIES RECOVERED.: [172, 565, 256, 584]
- divider: [725, 79, 815, 80]
- column-7: [840, 42, 979, 1748]
- subheading: BIG SUM INVOLVED.: [455, 149, 529, 159]
- subheading: 105 IN THE SHADE.: [319, 813, 387, 823]
- dateline: WANGANUI, December 27.: [30, 986, 120, 996]
- article-heading: THE ALL-RED ROUTE.: [168, 114, 260, 123]
- subheading: A MISSING CHINESE.: [593, 125, 669, 134]
- divider: [169, 1195, 259, 1196]
- article-heading: ENTOMBED MINERS.: [449, 426, 535, 436]
- divider: [568, 1023, 694, 1024]
- article-paragraph: The "London Daily Telegraph" states:—"The record of the New Zealand team is rapidly being spoiled, the third reverse was sustained yesterday, when they were decisively beaten by Leigh, who from start to finish played resolute football, indicating a keenness to lower the colonials' colours. The form of the latter was disappointing, weakness being shown both in attack and defence. The game provided some fine outside movements, in which the Leigh players showed to greatest advantage by reason of their superior accuracy in passing and stronger running. The opening stages were even, the first score being a goal for the all Blacks, kicked by Messenger. The home side, however, soon took the lead, and at the interval were leading by 7 to 4. The colonials did not add to their score until two minutes before the close of the game, when Rowe got over and Messenger converted. Meanwhile Leigh had added eight points, the final score being Leigh 15 points, New Zealand 9 points.": [429, 638, 555, 857]
